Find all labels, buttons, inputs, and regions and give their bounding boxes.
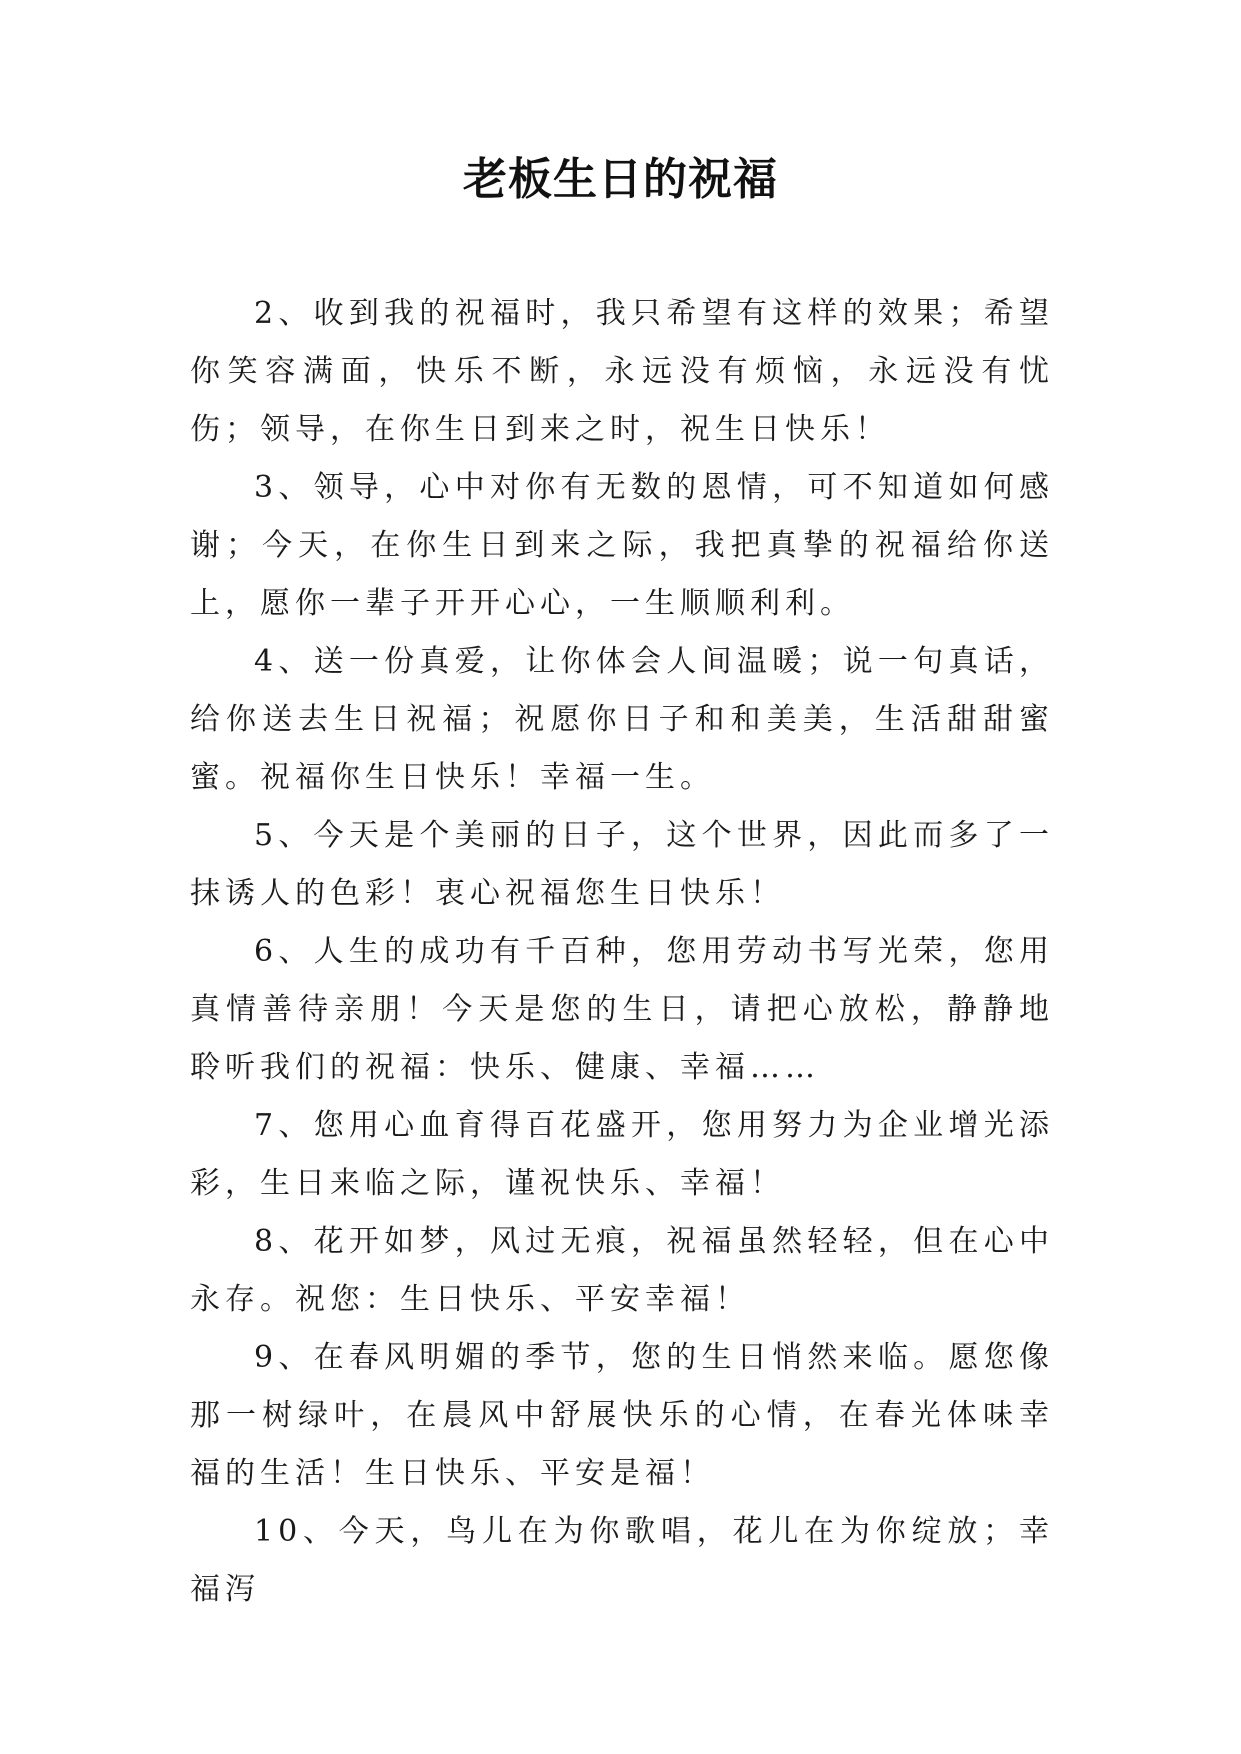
- paragraph-2: 2、收到我的祝福时，我只希望有这样的效果；希望你笑容满面，快乐不断，永远没有烦恼，永远没有忧伤；领导，在你生日到来之时，祝生日快乐！: [190, 296, 1054, 447]
- paragraph-5: 5、今天是个美丽的日子，这个世界，因此而多了一抹诱人的色彩！衷心祝福您生日快乐！: [190, 818, 1054, 911]
- paragraph-7: 7、您用心血育得百花盛开，您用努力为企业增光添彩，生日来临之际，谨祝快乐、幸福！: [190, 1108, 1054, 1201]
- page-title: 老板生日的祝福: [463, 154, 778, 205]
- paragraph-9: 9、在春风明媚的季节，您的生日悄然来临。愿您像那一树绿叶，在晨风中舒展快乐的心情，在春光体味幸福的生活！生日快乐、平安是福！: [190, 1340, 1054, 1491]
- paragraph-8: 8、花开如梦，风过无痕，祝福虽然轻轻，但在心中永存。祝您：生日快乐、平安幸福！: [190, 1224, 1054, 1317]
- paragraph-6: 6、人生的成功有千百种，您用劳动书写光荣，您用真情善待亲朋！今天是您的生日，请把心放松，静静地聆听我们的祝福：快乐、健康、幸福……: [190, 934, 1054, 1085]
- paragraph-4: 4、送一份真爱，让你体会人间温暖；说一句真话，给你送去生日祝福；祝愿你日子和和美美，生活甜甜蜜蜜。祝福你生日快乐！幸福一生。: [190, 644, 1054, 795]
- document-body: [190, 285, 1054, 1619]
- paragraph-3: 3、领导，心中对你有无数的恩情，可不知道如何感谢；今天，在你生日到来之际，我把真挚的祝福给你送上，愿你一辈子开开心心，一生顺顺利利。: [190, 470, 1054, 621]
- paragraph-10: 10、今天，鸟儿在为你歌唱，花儿在为你绽放；幸福泻: [190, 1514, 1054, 1607]
